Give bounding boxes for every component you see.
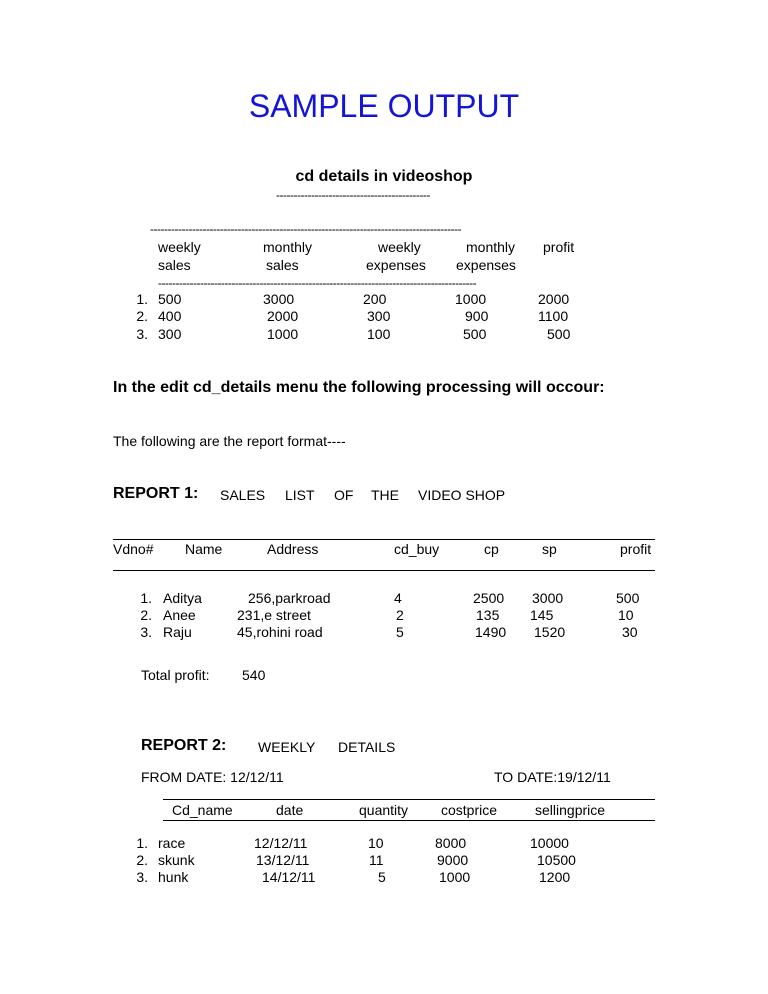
report1-header-address: Address xyxy=(267,541,319,557)
from-date: FROM DATE: 12/12/11 xyxy=(141,769,284,785)
report1-header-sp: sp xyxy=(542,541,557,557)
cell-sp: 3000 xyxy=(532,590,564,606)
report2-header-sellingprice: sellingprice xyxy=(535,802,606,818)
header-weekly-expenses-1: weekly xyxy=(378,239,421,255)
cell: 5 xyxy=(378,869,386,885)
cell: 1000 xyxy=(455,291,487,307)
cell-sp: 1520 xyxy=(534,624,566,640)
row-number: 2. xyxy=(136,852,148,868)
header-weekly-sales-1: weekly xyxy=(158,239,201,255)
cell-cp: 2500 xyxy=(473,590,505,606)
cell: 12/12/11 xyxy=(254,835,308,851)
cell-profit: 10 xyxy=(618,607,634,623)
cell: 500 xyxy=(547,326,571,342)
report1-rule-top xyxy=(113,539,655,540)
report1-header-profit: profit xyxy=(620,541,652,557)
cell-profit: 30 xyxy=(622,624,638,640)
cell: skunk xyxy=(158,852,195,868)
report1-header-cp: cp xyxy=(484,541,499,557)
section-heading: cd details in videoshop xyxy=(295,168,473,185)
table-rule-bottom: ------------------------------------------------------------------------------------------- xyxy=(158,276,477,290)
cell: 8000 xyxy=(435,835,467,851)
header-weekly-expenses-2: expenses xyxy=(366,257,426,273)
cell: 3000 xyxy=(263,291,295,307)
cell-cd-buy: 4 xyxy=(394,590,402,606)
cell-address: 45,rohini road xyxy=(237,624,323,640)
cell-address: 231,e street xyxy=(237,607,311,623)
report1-title-word: VIDEO SHOP xyxy=(418,487,506,503)
cell: 2000 xyxy=(267,308,299,324)
cell: 1000 xyxy=(439,869,471,885)
row-number: 3. xyxy=(136,326,148,342)
cell-name: Aditya xyxy=(163,590,202,606)
cell: 10 xyxy=(368,835,384,851)
cell: 11 xyxy=(369,852,384,868)
header-profit: profit xyxy=(543,239,575,255)
cell: 10000 xyxy=(530,835,569,851)
header-monthly-sales-2: sales xyxy=(266,257,299,273)
cell: 2000 xyxy=(538,291,570,307)
cell: 10500 xyxy=(537,852,576,868)
cell: 14/12/11 xyxy=(262,869,316,885)
total-profit-value: 540 xyxy=(242,667,266,683)
row-number: 1. xyxy=(140,590,152,606)
cell: 9000 xyxy=(437,852,469,868)
cell: 200 xyxy=(363,291,387,307)
page-title: SAMPLE OUTPUT xyxy=(248,88,520,124)
header-monthly-expenses-2: expenses xyxy=(456,257,516,273)
report1-header-vdno: Vdno# xyxy=(113,541,154,557)
report2-header-costprice: costprice xyxy=(441,802,498,818)
header-monthly-expenses-1: monthly xyxy=(466,239,516,255)
report2-header-quantity: quantity xyxy=(359,802,409,818)
report-format-text: The following are the report format---- xyxy=(113,433,346,449)
report2-rule-top xyxy=(163,799,655,800)
cell: 500 xyxy=(158,291,182,307)
cell: 400 xyxy=(158,308,182,324)
report2-title-word: DETAILS xyxy=(338,739,396,755)
cell: 1200 xyxy=(539,869,571,885)
report2-header-date: date xyxy=(276,802,304,818)
cell-address: 256,parkroad xyxy=(248,590,331,606)
report2-header-cd-name: Cd_name xyxy=(172,802,233,818)
cell: 300 xyxy=(158,326,182,342)
header-weekly-sales-2: sales xyxy=(158,257,191,273)
cell: 100 xyxy=(367,326,391,342)
total-profit-label: Total profit: xyxy=(141,667,210,683)
cell-sp: 145 xyxy=(530,607,554,623)
cell-name: Raju xyxy=(163,624,192,640)
cell: race xyxy=(158,835,186,851)
cell-cp: 1490 xyxy=(475,624,507,640)
report1-header-cd-buy: cd_buy xyxy=(394,541,440,557)
cell: 500 xyxy=(463,326,487,342)
row-number: 3. xyxy=(136,869,148,885)
cell-cp: 135 xyxy=(476,607,500,623)
cell: 1100 xyxy=(538,308,569,324)
to-date: TO DATE:19/12/11 xyxy=(494,769,611,785)
cell: hunk xyxy=(158,869,189,885)
edit-menu-heading: In the edit cd_details menu the following processing will occour: xyxy=(113,379,605,396)
report2-label: REPORT 2: xyxy=(141,737,227,754)
report1-rule-bottom xyxy=(113,570,655,571)
row-number: 3. xyxy=(140,624,152,640)
cell-cd-buy: 2 xyxy=(396,607,404,623)
cell-profit: 500 xyxy=(616,590,640,606)
row-number: 2. xyxy=(136,308,148,324)
cell-name: Anee xyxy=(163,607,196,623)
cell: 13/12/11 xyxy=(256,852,310,868)
cell-cd-buy: 5 xyxy=(396,624,404,640)
report1-title-word: SALES xyxy=(220,487,266,503)
report1-title-word: OF xyxy=(334,487,354,503)
heading-underline: -------------------------------------------- xyxy=(276,188,430,202)
report1-title-word: THE xyxy=(371,487,399,503)
report2-rule-bottom xyxy=(163,820,655,821)
cell: 300 xyxy=(367,308,391,324)
report2-title-word: WEEKLY xyxy=(258,739,316,755)
cell: 1000 xyxy=(267,326,299,342)
report1-title-word: LIST xyxy=(285,487,315,503)
table-rule-top: ----------------------------------------------------------------------------------------- xyxy=(150,222,462,236)
row-number: 1. xyxy=(136,835,148,851)
row-number: 1. xyxy=(136,291,148,307)
report1-header-name: Name xyxy=(185,541,223,557)
cell: 900 xyxy=(465,308,489,324)
row-number: 2. xyxy=(140,607,152,623)
report1-label: REPORT 1: xyxy=(113,485,199,502)
header-monthly-sales-1: monthly xyxy=(263,239,313,255)
